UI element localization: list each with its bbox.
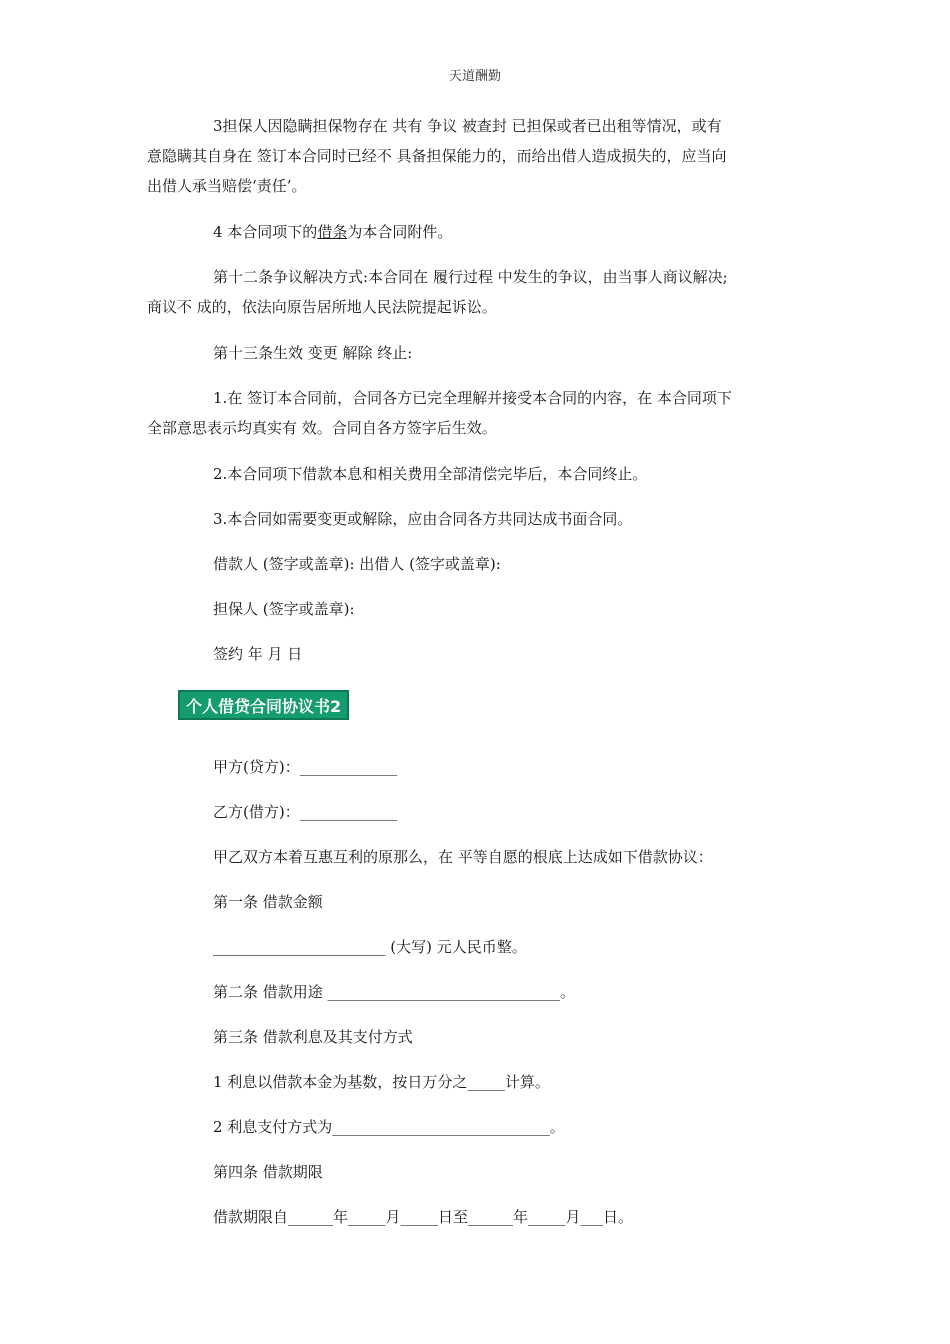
article-4-body: 借款期限自______年_____月_____日至______年_____月___日。 bbox=[213, 1208, 634, 1226]
article-3-item-1: 1 利息以借款本金为基数，按日万分之_____计算。 bbox=[213, 1073, 550, 1091]
article-2: 第二条 借款用途 _______________________________。 bbox=[213, 983, 576, 1001]
article-1-body: _______________________ (大写) 元人民币整。 bbox=[213, 938, 527, 956]
iou-link[interactable]: 借条 bbox=[317, 223, 348, 241]
clause-3-line-3: 出借人承当赔偿‘责任’。 bbox=[147, 177, 307, 195]
article-13-item-1-line-1: 1.在 签订本合同前，合同各方已完全理解并接受本合同的内容，在 本合同项下 bbox=[213, 389, 732, 407]
article-13-title: 第十三条生效 变更 解除 终止: bbox=[213, 344, 413, 362]
article-13-item-3: 3.本合同如需要变更或解除，应由合同各方共同达成书面合同。 bbox=[213, 510, 633, 528]
clause-4 bbox=[213, 217, 803, 247]
article-3-title: 第三条 借款利息及其支付方式 bbox=[213, 1028, 413, 1046]
article-3-item-2: 2 利息支付方式为_____________________________。 bbox=[213, 1118, 565, 1136]
signature-date: 签约 年 月 日 bbox=[213, 645, 303, 663]
signature-guarantor: 担保人 (签字或盖章): bbox=[213, 600, 355, 618]
clause-4-prefix: 4 本合同项下的 bbox=[213, 223, 318, 241]
signature-borrower-lender: 借款人 (签字或盖章): 出借人 (签字或盖章): bbox=[213, 555, 501, 573]
article-12-line-2: 商议不 成的，依法向原告居所地人民法院提起诉讼。 bbox=[147, 298, 497, 316]
article-12-line-1: 第十二条争议解决方式:本合同在 履行过程 中发生的争议，由当事人商议解决; bbox=[213, 268, 728, 286]
clause-3-line-2: 意隐瞒其自身在 签订本合同时已经不 具备担保能力的，而给出借人造成损失的，应当向 bbox=[147, 147, 727, 165]
article-13-item-1-line-2: 全部意思表示均真实有 效。合同自各方签字后生效。 bbox=[147, 419, 497, 437]
article-1-title: 第一条 借款金额 bbox=[213, 893, 323, 911]
agreement-intro: 甲乙双方本着互惠互利的原那么，在 平等自愿的根底上达成如下借款协议： bbox=[213, 848, 713, 866]
clause-4-suffix: 为本合同附件。 bbox=[347, 223, 453, 241]
article-4-title: 第四条 借款期限 bbox=[213, 1163, 323, 1181]
party-b-field: 乙方(借方)：_____________ bbox=[213, 803, 398, 821]
article-13-item-2: 2.本合同项下借款本息和相关费用全部清偿完毕后，本合同终止。 bbox=[213, 465, 648, 483]
clause-3-line-1: 3担保人因隐瞒担保物存在 共有 争议 被查封 已担保或者已出租等情况，或有 bbox=[213, 117, 722, 135]
page-header: 天道酬勤 bbox=[448, 69, 501, 84]
section-heading: 个人借贷合同协议书2 bbox=[178, 690, 349, 720]
party-a-field: 甲方(贷方)：_____________ bbox=[213, 758, 398, 776]
